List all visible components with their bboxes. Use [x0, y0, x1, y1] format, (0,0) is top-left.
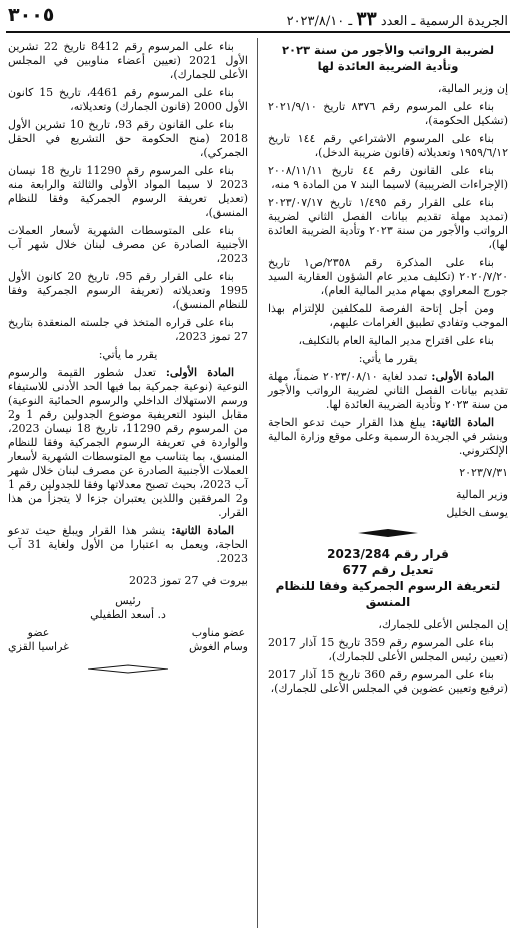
article-text: تمدد لغاية ٢٠٢٣/٠٨/١٠ ضمناً، مهلة تقديم بيانات الفصل الثاني لضريبة الرواتب والأجور من سنة ٢٠٢٣ وتأدية الضريبة العائدة لها. — [268, 370, 508, 411]
article-label: المادة الأولى: — [165, 366, 235, 379]
consideration: بناء على القانون رقم 93، تاريخ 10 تشرين الأول 2018 (منح الحكومة حق التشريع في الحقل الجمركي)، — [8, 118, 248, 159]
decision2-title — [268, 546, 508, 610]
title-line: وتأدية الضريبة العائدة لها — [317, 59, 459, 73]
member-role: عضو — [27, 626, 50, 639]
members-row — [8, 626, 248, 654]
consideration: بناء على المرسوم رقم 359 تاريخ 15 آذار 2017 (تعيين رئيس المجلس الأعلى للجمارك)، — [268, 636, 508, 663]
consideration: بناء على المرسوم رقم 8412 تاريخ 22 تشرين الأول 2021 (تعيين أعضاء مناوبين في المجلس الأعلى للجمارك)، — [8, 40, 248, 81]
decides-heading: يقرر ما يأتي: — [98, 348, 158, 361]
consideration: بناء على المتوسطات الشهرية لأسعار العملات الأجنبية الصادرة عن مصرف لبنان خلال شهر آب 2023، — [8, 224, 248, 265]
member-name: وسام الغوش — [188, 640, 248, 653]
gazette-name: الجريدة الرسمية ـ العدد — [380, 14, 508, 29]
decides-heading: يقرر ما يأتي: — [358, 352, 418, 365]
title-line: قرار رقم 2023/284 — [327, 547, 449, 561]
right-column — [268, 40, 508, 700]
issue-date: ـ ٢٠٢٣/٨/١٠ — [286, 14, 353, 29]
decision-title — [268, 42, 508, 74]
president-name: د. أسعد الطفيلي — [90, 608, 166, 621]
page-number: ٣٠٠٥ — [8, 4, 55, 26]
article — [8, 366, 248, 520]
consideration: ومن أجل إتاحة الفرصة للمكلفين للإلتزام بهذا الموجب وتفادي تطبيق الغرامات عليهم، — [268, 302, 508, 329]
member-role: عضو مناوب — [191, 626, 246, 639]
place-date: بيروت في 27 تموز 2023 — [129, 574, 248, 587]
president-role: رئيس — [115, 594, 141, 607]
article-label: المادة الثانية: — [171, 524, 234, 537]
title-line: لضريبة الرواتب والأجور من سنة ٢٠٢٣ — [281, 43, 495, 57]
consideration: بناء على المذكرة رقم ٢٣٥٨/ص١ تاريخ ٢٠٢٠/٧/٢٠ (تكليف مدير عام الشؤون العقارية السيد جورج المعراوي بمهام مدير المالية العام)، — [268, 256, 508, 297]
signature-role: وزير المالية — [456, 488, 508, 501]
section-separator — [268, 528, 508, 538]
article-text: يبلغ هذا القرار حيث تدعو الحاجة وينشر في الجريدة الرسمية وعلى موقع وزارة المالية الإلكتروني. — [268, 416, 508, 457]
issue-number: ٣٣ — [356, 8, 377, 30]
article-text: تعدل شطور القيمة والرسوم النوعية (نوعية جمركية بما فيها الحد الأدنى للاستيفاء ورسم الاستهلاك الداخلي والرسوم الحمائية النوعية) مقابل البنود التعريفية موضوع الجدولين رقم 1 و2 من المرسوم رقم 11290، تاريخ 18 نيسان 2023، والواردة في تعريفة الرسوم الجمركية وفقا للنظام المنسق، بما يتناسب مع المتوسطات الشهرية لأسعار العملات الأجنبية الصادرة عن مصرف لبنان خلال شهر آب 2023، بحيث تصبح معدلاتها وفقا للجدولين رقم 1 و2 المرفقين واللذين يعتبران جزءا لا يتجزأ من هذا القرار. — [8, 366, 248, 519]
preamble: إن وزير المالية، — [437, 82, 508, 95]
column-divider — [257, 38, 258, 928]
consideration: بناء على قراره المتخذ في جلسته المنعقدة بتاريخ 27 تموز 2023، — [8, 316, 248, 343]
title-line: لتعريفة الرسوم الجمركية وفقا للنظام المنسق — [275, 579, 501, 609]
article-label: المادة الأولى: — [431, 370, 495, 383]
section-separator — [8, 664, 248, 674]
member-name: غراسيا القزي — [8, 640, 69, 653]
article — [8, 524, 248, 566]
article — [268, 370, 508, 412]
consideration: بناء على المرسوم رقم 360 تاريخ 15 آذار 2017 (ترفيع وتعيين عضوين في المجلس الأعلى للجمارك)، — [268, 668, 508, 695]
member — [189, 626, 248, 654]
consideration: بناء على المرسوم الاشتراعي رقم ١٤٤ تاريخ ١٩٥٩/٦/١٢ وتعديلاته (قانون ضريبة الدخل)، — [268, 132, 508, 159]
gazette-title — [287, 8, 508, 30]
consideration: بناء على القرار رقم ١/٤٩٥ تاريخ ٢٠٢٣/٠٧/١٧ (تمديد مهلة تقديم بيانات الفصل الثاني لضريبة الرواتب والأجور من سنة ٢٠٢٣ وتأدية الضريبة العائدة لها)، — [268, 196, 508, 251]
separator-diamond-icon — [88, 664, 168, 674]
left-column — [8, 40, 248, 682]
header-rule — [6, 31, 510, 33]
signature-block — [268, 466, 508, 520]
separator-diamond-icon — [358, 528, 418, 538]
signature-name: يوسف الخليل — [446, 506, 508, 519]
title-line: تعديل رقم 677 — [342, 563, 434, 577]
consideration: بناء على المرسوم رقم 11290 تاريخ 18 نيسان 2023 لا سيما المواد الأولى والثالثة والرابعة منه (تعديل تعريفة الرسوم الجمركية وفقا للنظام المنسق)، — [8, 164, 248, 219]
article-label: المادة الثانية: — [431, 416, 494, 429]
consideration: بناء على المرسوم رقم ٨٣٧٦ تاريخ ٢٠٢١/٩/١٠ (تشكيل الحكومة)، — [268, 100, 508, 127]
consideration: بناء على القرار رقم 95، تاريخ 20 كانون الأول 1995 وتعديلاته (تعريفة الرسوم الجمركية وفقا للنظام المنسق)، — [8, 270, 248, 311]
preamble: إن المجلس الأعلى للجمارك، — [378, 618, 508, 631]
article — [268, 416, 508, 458]
signature-date: ٢٠٢٣/٧/٣١ — [459, 466, 508, 479]
consideration: بناء على المرسوم رقم 4461، تاريخ 15 كانون الأول 2000 (قانون الجمارك) وتعديلاته، — [8, 86, 248, 113]
article-text: ينشر هذا القرار ويبلغ حيث تدعو الحاجة، ويعمل به اعتبارا من الأول ولغاية 31 آب 2023. — [8, 524, 248, 565]
page-header — [0, 0, 516, 30]
consideration: بناء على اقتراح مدير المالية العام بالتكليف، — [298, 334, 494, 347]
signature-block — [8, 574, 248, 654]
consideration: بناء على القانون رقم ٤٤ تاريخ ٢٠٠٨/١١/١١ (الإجراءات الضريبية) لاسيما البند ٧ من المادة ٩ منه، — [268, 164, 508, 191]
member — [8, 626, 69, 654]
